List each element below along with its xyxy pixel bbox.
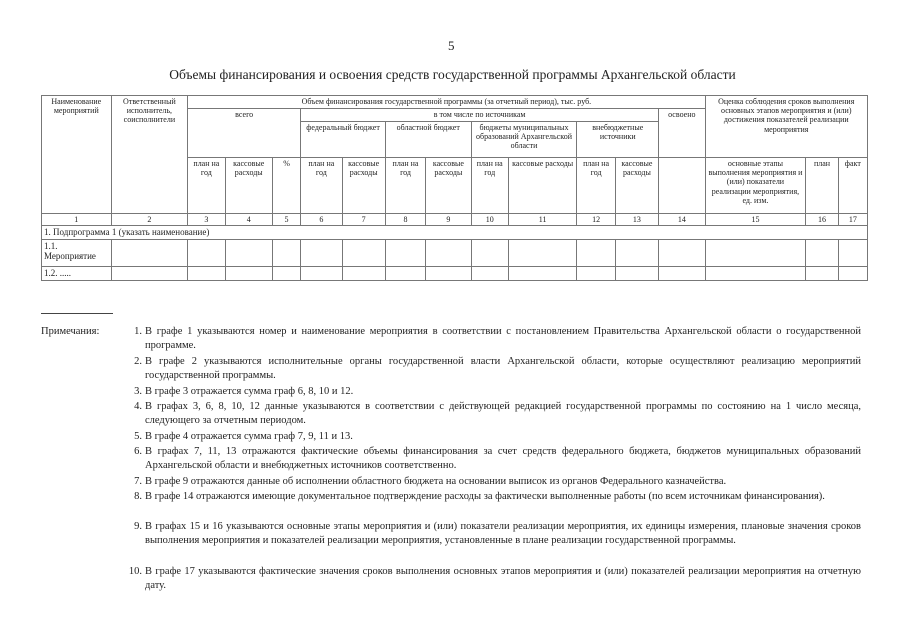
table-row [42, 266, 868, 280]
column-number: 17 [838, 214, 867, 226]
header-plan: план на год [188, 158, 225, 214]
note-text: В графе 2 указываются исполнительные органы государственной власти Архангельской области, которые осуществляют реализацию мероприятий государственной программы. [145, 356, 861, 381]
header-cash: кассовые расходы [508, 158, 577, 214]
header-plan: план на год [577, 158, 615, 214]
column-number: 9 [426, 214, 471, 226]
note-number: 2. [134, 356, 142, 367]
column-number: 2 [111, 214, 188, 226]
note-text: В графах 7, 11, 13 отражаются фактические объемы финансирования за счет средств федерального бюджета, бюджетов муниципальных образований Архангельской области и внебюджетных источников соответственно. [145, 446, 861, 471]
header-plan: план на год [385, 158, 425, 214]
note-text: В графах 15 и 16 указываются основные этапы мероприятия и (или) показатели реализации мероприятия, их единицы измерения, плановые значения сроков выполнения мероприятия и показателей реализации мероприятия, установленные в плане реализации государственной программы. [145, 521, 861, 546]
note-number: 3. [134, 386, 142, 397]
header-federal: федеральный бюджет [301, 122, 386, 158]
note-text: В графе 3 отражается сумма граф 6, 8, 10 и 12. [145, 386, 354, 397]
column-number: 4 [225, 214, 272, 226]
column-number: 1 [42, 214, 112, 226]
header-stages: основные этапы выполнения мероприятия и (или) показатели реализации мероприятия, ед. изм. [705, 158, 806, 214]
row-label: 1.2. ..... [42, 266, 112, 280]
header-executor: Ответственный исполнитель, соисполнители [111, 96, 188, 214]
column-numbers-row [42, 214, 868, 226]
column-number: 8 [385, 214, 425, 226]
header-cash: кассовые расходы [342, 158, 385, 214]
header-mastered: освоено [659, 109, 705, 158]
header-plan: план на год [471, 158, 508, 214]
header-plan: план на год [301, 158, 342, 214]
column-number: 16 [806, 214, 838, 226]
header-cash: кассовые расходы [225, 158, 272, 214]
header-fact: факт [838, 158, 867, 214]
column-number: 14 [659, 214, 705, 226]
header-cash: кассовые расходы [426, 158, 471, 214]
note-number: 7. [134, 476, 142, 487]
header-mastered-blank [659, 158, 705, 214]
note-number: 1. [134, 326, 142, 337]
column-number: 11 [508, 214, 577, 226]
note-number: 8. [134, 491, 142, 502]
column-number: 12 [577, 214, 615, 226]
column-number: 5 [272, 214, 300, 226]
column-number: 3 [188, 214, 225, 226]
note-text: В графе 9 отражаются данные об исполнении областного бюджета на основании выписок из органов Федерального казначейства. [145, 476, 727, 487]
header-percent: % [272, 158, 300, 214]
note-text: В графе 17 указываются фактические значения сроков выполнения основных этапов мероприятия и (или) показателей реализации мероприятия на отчетную дату. [145, 566, 861, 591]
table-row [42, 239, 868, 266]
financing-table [41, 95, 868, 281]
notes-label: Примечания: [41, 326, 100, 337]
subprogram-row [42, 226, 868, 239]
header-regional: областной бюджет [385, 122, 471, 158]
header-assessment: Оценка соблюдения сроков выполнения основных этапов мероприятия и (или) достижения показателей реализации мероприятия [705, 96, 867, 158]
subprogram-label: 1. Подпрограмма 1 (указать наименование) [42, 226, 868, 239]
header-municipal: бюджеты муниципальных образований Архангельской области [471, 122, 577, 158]
header-plan-short: план [806, 158, 838, 214]
column-number: 6 [301, 214, 342, 226]
column-number: 10 [471, 214, 508, 226]
header-name: Наименование мероприятий [42, 96, 112, 214]
note-number: 10. [128, 566, 142, 577]
header-volume: Объем финансирования государственной программы (за отчетный период), тыс. руб. [188, 96, 705, 109]
note-text: В графе 4 отражается сумма граф 7, 9, 11 и 13. [145, 431, 353, 442]
header-sources: в том числе по источникам [301, 109, 659, 122]
column-number: 13 [615, 214, 658, 226]
note-text: В графе 1 указываются номер и наименование мероприятия в соответствии с постановлением Правительства Архангельской области о государственной программе. [145, 326, 861, 351]
note-number: 4. [134, 401, 142, 412]
note-number: 9. [134, 521, 142, 532]
footnote-separator [41, 313, 113, 314]
row-label: 1.1. Мероприятие [42, 239, 112, 266]
header-total: всего [188, 109, 301, 158]
header-cash: кассовые расходы [615, 158, 658, 214]
page-number: 5 [448, 38, 455, 53]
note-text: В графе 14 отражаются имеющие документальное подтверждение расходы за фактически выполненные работы (по всем источникам финансирования). [145, 491, 825, 502]
column-number: 7 [342, 214, 385, 226]
header-extrabudget: внебюджетные источники [577, 122, 659, 158]
note-text: В графах 3, 6, 8, 10, 12 данные указываются в соответствии с действующей редакцией государственной программы по состоянию на 1 число месяца, следующего за отчетным периодом. [145, 401, 861, 426]
page-title: Объемы финансирования и освоения средств государственной программы Архангельской области [169, 67, 736, 82]
note-number: 5. [134, 431, 142, 442]
column-number: 15 [705, 214, 806, 226]
note-number: 6. [134, 446, 142, 457]
